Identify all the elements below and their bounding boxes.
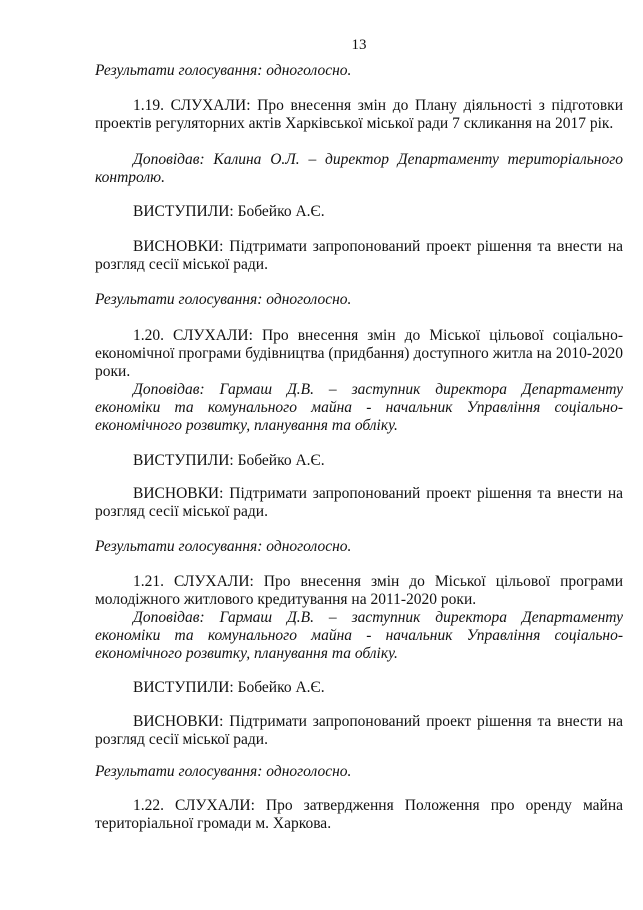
speaker-reported: Доповідав: Калина О.Л. – директор Департаменту територіального контролю.: [95, 151, 623, 186]
speakers-statement: ВИСТУПИЛИ: Бобейко А.Є.: [133, 679, 325, 696]
page-number: 13: [351, 37, 367, 53]
conclusions: ВИСНОВКИ: Підтримати запропонований проект рішення та внести на розгляд сесії міської ради.: [95, 238, 623, 273]
speakers-statement: ВИСТУПИЛИ: Бобейко А.Є.: [133, 203, 325, 220]
voting-result: Результати голосування: одноголосно.: [95, 291, 352, 308]
voting-result: Результати голосування: одноголосно.: [95, 62, 352, 79]
speakers-statement: ВИСТУПИЛИ: Бобейко А.Є.: [133, 452, 325, 469]
agenda-item-heard: 1.21. СЛУХАЛИ: Про внесення змін до Міської цільової програми молодіжного житлового кредитування на 2011-2020 роки.: [95, 573, 623, 608]
speaker-reported: Доповідав: Гармаш Д.В. – заступник директора Департаменту економіки та комунального майна - начальник Управління соціально-економічного розвитку, планування та обліку.: [95, 609, 623, 662]
agenda-item-heard: 1.22. СЛУХАЛИ: Про затвердження Положення про оренду майна територіальної громади м. Харкова.: [95, 797, 623, 832]
conclusions: ВИСНОВКИ: Підтримати запропонований проект рішення та внести на розгляд сесії міської ради.: [95, 713, 623, 748]
agenda-item-heard: 1.20. СЛУХАЛИ: Про внесення змін до Міської цільової соціально-економічної програми будівництва (придбання) доступного житла на 2010-2020 роки.: [95, 327, 623, 380]
agenda-item-heard: 1.19. СЛУХАЛИ: Про внесення змін до Плану діяльності з підготовки проектів регуляторних актів Харківської міської ради 7 скликання на 2017 рік.: [95, 97, 623, 132]
speaker-reported: Доповідав: Гармаш Д.В. – заступник директора Департаменту економіки та комунального майна - начальник Управління соціально-економічного розвитку, планування та обліку.: [95, 381, 623, 434]
conclusions: ВИСНОВКИ: Підтримати запропонований проект рішення та внести на розгляд сесії міської ради.: [95, 485, 623, 520]
voting-result: Результати голосування: одноголосно.: [95, 538, 352, 555]
voting-result: Результати голосування: одноголосно.: [95, 763, 352, 780]
